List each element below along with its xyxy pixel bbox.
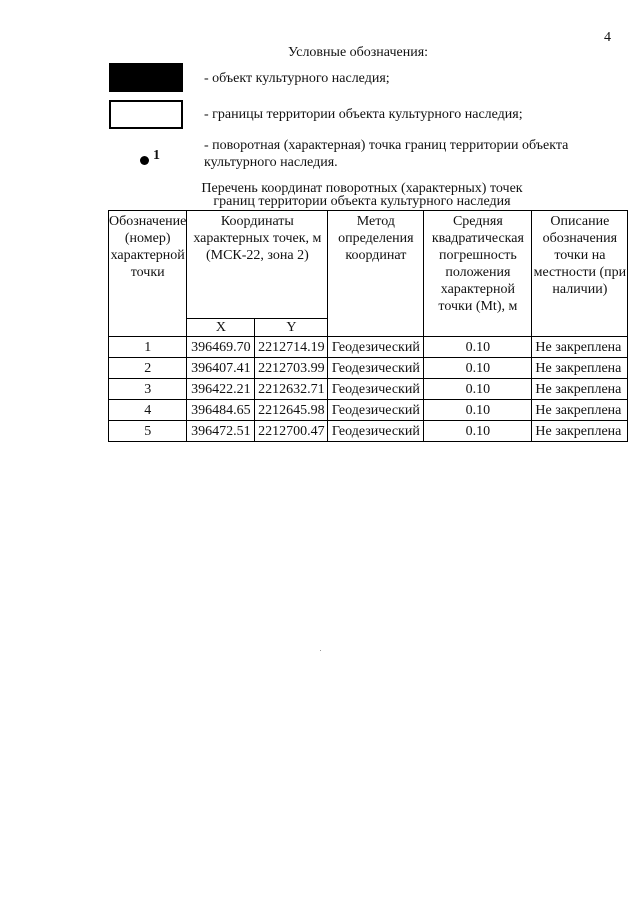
cell-method: Геодезический [328,421,424,442]
cell-description: Не закреплена [532,358,628,379]
territory-boundary-swatch [109,100,183,129]
table-title [110,182,614,208]
table-row [109,400,628,421]
header-method: Метод определения координат [328,211,424,337]
cell-x: 396469.70 [187,337,255,358]
cell-number: 2 [109,358,187,379]
table-row [109,337,628,358]
cell-y: 2212632.71 [255,379,328,400]
header-x: X [187,319,255,337]
scan-speck [320,650,321,651]
cell-y: 2212645.98 [255,400,328,421]
cell-method: Геодезический [328,400,424,421]
cell-y: 2212714.19 [255,337,328,358]
legend-item-heritage-object: - объект культурного наследия; [204,71,390,86]
cell-x: 396472.51 [187,421,255,442]
legend-title: Условные обозначения: [288,45,429,60]
cell-number: 5 [109,421,187,442]
cell-method: Геодезический [328,379,424,400]
header-description: Описание обозначения точки на местности (при наличии) [532,211,628,337]
legend-item-turning-point: - поворотная (характерная) точка границ территории объекта культурного наследия. [204,138,569,170]
header-accuracy: Средняя квадратическая погрешность положения характерной точки (Mt), м [424,211,532,337]
cell-x: 396484.65 [187,400,255,421]
turning-point-marker [140,148,160,164]
cell-x: 396422.21 [187,379,255,400]
cell-description: Не закреплена [532,421,628,442]
cell-y: 2212703.99 [255,358,328,379]
cell-description: Не закреплена [532,400,628,421]
cell-description: Не закреплена [532,379,628,400]
cell-accuracy: 0.10 [424,379,532,400]
cell-description: Не закреплена [532,337,628,358]
header-y: Y [255,319,328,337]
cell-method: Геодезический [328,337,424,358]
cell-number: 4 [109,400,187,421]
cell-accuracy: 0.10 [424,337,532,358]
table-row [109,421,628,442]
table-title-line-1: Перечень координат поворотных (характерных) точек [201,181,523,196]
cell-accuracy: 0.10 [424,421,532,442]
cell-method: Геодезический [328,358,424,379]
cell-accuracy: 0.10 [424,358,532,379]
page-number: 4 [604,30,611,45]
point-marker-label: 1 [153,148,160,163]
cell-number: 3 [109,379,187,400]
cell-x: 396407.41 [187,358,255,379]
table-row [109,358,628,379]
cell-y: 2212700.47 [255,421,328,442]
table-header-row [109,211,628,319]
cell-accuracy: 0.10 [424,400,532,421]
heritage-object-swatch [109,63,183,92]
table-row [109,379,628,400]
header-coordinates: Координаты характерных точек, м (МСК-22, зона 2) [187,211,328,319]
coordinates-table [108,210,628,442]
legend-item-territory-boundary: - границы территории объекта культурного наследия; [204,107,523,122]
table-title-line-2: границ территории объекта культурного наследия [213,194,511,209]
cell-number: 1 [109,337,187,358]
point-dot-icon [140,156,149,165]
header-point-number: Обозначение (номер) характерной точки [109,211,187,337]
